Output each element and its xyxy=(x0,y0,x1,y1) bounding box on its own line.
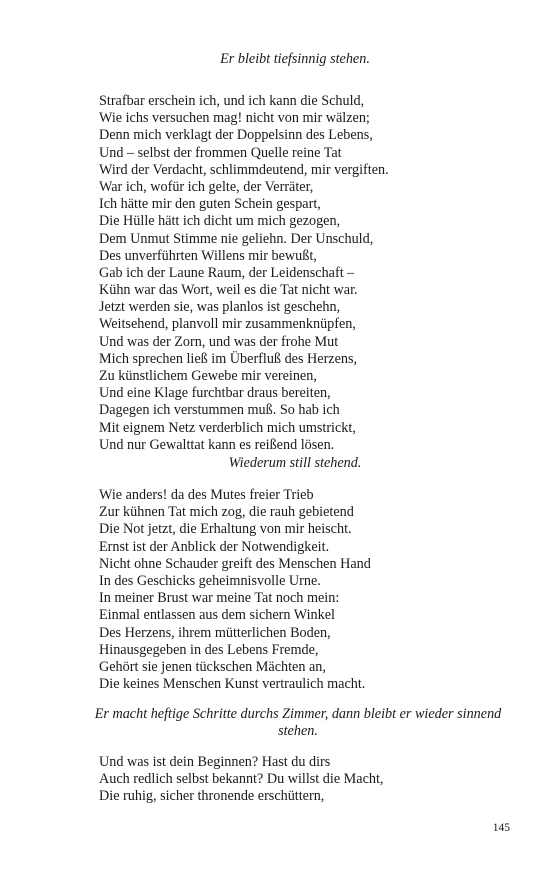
verse-line: Zur kühnen Tat mich zog, die rauh gebietend xyxy=(99,504,354,521)
stage-direction: Wiederum still stehend. xyxy=(228,455,362,471)
verse-line: Gehört sie jenen tückschen Mächten an, xyxy=(99,658,326,675)
verse-line: Wird der Verdacht, schlimmdeutend, mir vergiften. xyxy=(99,161,389,178)
stage-direction: Er bleibt tiefsinnig stehen. xyxy=(220,51,370,67)
verse-line: Hinausgegeben in des Lebens Fremde, xyxy=(99,641,319,658)
verse-line: Nicht ohne Schauder greift des Menschen Hand xyxy=(99,555,371,572)
verse-line: Auch redlich selbst bekannt? Du willst die Macht, xyxy=(99,771,384,788)
verse-line: Und nur Gewalttat kann es reißend lösen. xyxy=(99,436,335,453)
verse-line: Die keines Menschen Kunst vertraulich macht. xyxy=(99,676,366,693)
verse-line: Strafbar erschein ich, und ich kann die Schuld, xyxy=(99,93,365,109)
verse-stanza xyxy=(99,487,519,693)
verse-line: Gab ich der Laune Raum, der Leidenschaft – xyxy=(99,264,355,281)
verse-line: Und was ist dein Beginnen? Hast du dirs xyxy=(99,754,331,770)
verse-line: Und was der Zorn, und was der frohe Mut xyxy=(99,333,339,350)
verse-stanza xyxy=(99,93,519,454)
verse-line: Die Not jetzt, die Erhaltung von mir heischt. xyxy=(99,521,352,538)
verse-line: Dem Unmut Stimme nie geliehn. Der Unschuld, xyxy=(99,230,374,247)
verse-line: War ich, wofür ich gelte, der Verräter, xyxy=(99,178,314,195)
verse-line: Und eine Klage furchtbar draus bereiten, xyxy=(99,385,331,402)
verse-line: Weitsehend, planvoll mir zusammenknüpfen, xyxy=(99,316,356,333)
verse-line: In des Geschicks geheimnisvolle Urne. xyxy=(99,572,321,589)
verse-line: Mit eignem Netz verderblich mich umstrickt, xyxy=(99,419,356,436)
verse-line: In meiner Brust war meine Tat noch mein: xyxy=(99,590,340,607)
verse-line: Ernst ist der Anblick der Notwendigkeit. xyxy=(99,538,330,555)
verse-line: Ich hätte mir den guten Schein gespart, xyxy=(99,196,321,213)
verse-line: Einmal entlassen aus dem sichern Winkel xyxy=(99,607,335,624)
verse-stanza xyxy=(99,754,519,806)
verse-line: Die ruhig, sicher thronende erschüttern, xyxy=(99,788,325,805)
verse-line: Kühn war das Wort, weil es die Tat nicht war. xyxy=(99,282,358,299)
verse-line: Mich sprechen ließ im Überfluß des Herzens, xyxy=(99,350,358,367)
verse-line: Zu künstlichem Gewebe mir vereinen, xyxy=(99,368,317,384)
verse-line: Dagegen ich verstummen muß. So hab ich xyxy=(99,402,340,419)
verse-line: Wie anders! da des Mutes freier Trieb xyxy=(99,487,314,503)
verse-line: Jetzt werden sie, was planlos ist geschehn, xyxy=(99,299,341,316)
verse-line: Denn mich verklagt der Doppelsinn des Lebens, xyxy=(99,127,373,144)
verse-line: Und – selbst der frommen Quelle reine Tat xyxy=(99,144,342,161)
stage-direction: Er macht heftige Schritte durchs Zimmer, dann bleibt er wieder sinnend stehen. xyxy=(94,706,502,739)
page-number: 145 xyxy=(492,822,510,834)
verse-line: Die Hülle hätt ich dicht um mich gezogen, xyxy=(99,213,341,230)
verse-line: Des unverführten Willens mir bewußt, xyxy=(99,247,317,264)
verse-line: Wie ichs versuchen mag! nicht von mir wälzen; xyxy=(99,110,370,127)
verse-line: Des Herzens, ihrem mütterlichen Boden, xyxy=(99,624,331,641)
